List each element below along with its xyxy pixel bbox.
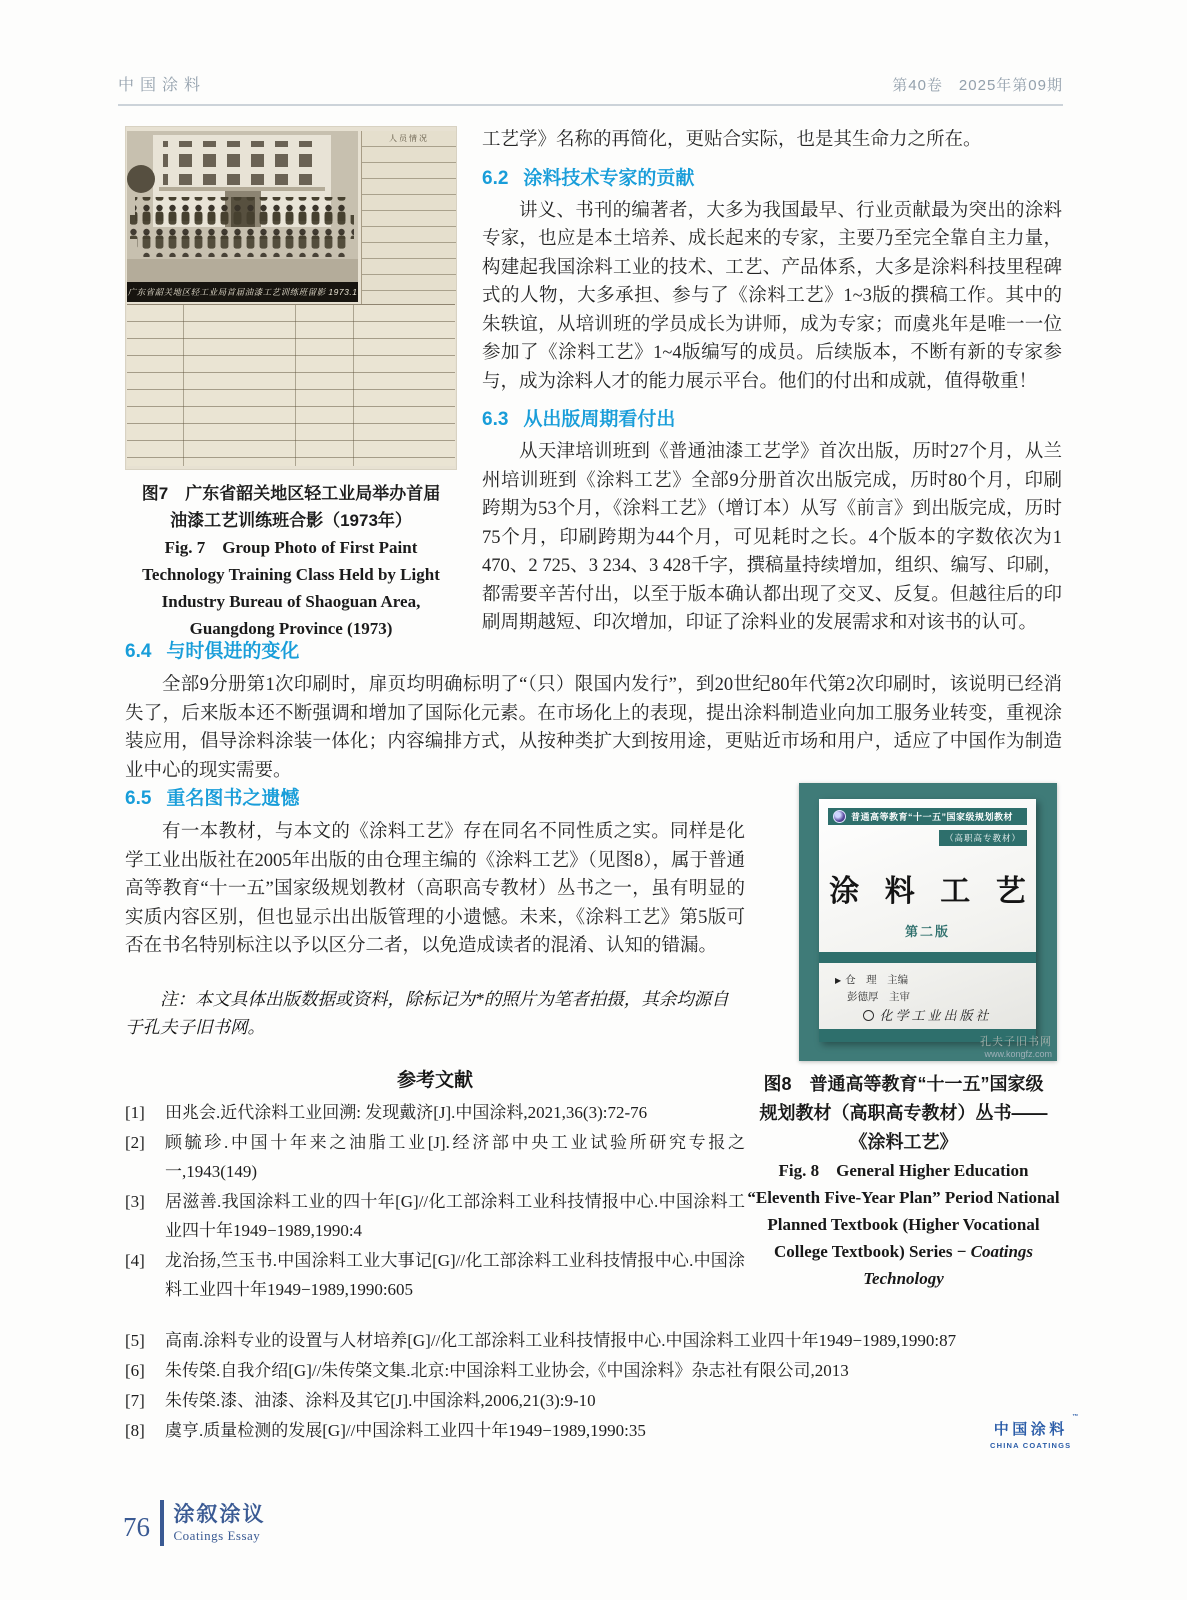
reference-item: [5] 高南.涂料专业的设置与人材培养[G]//化工部涂料工业科技情报中心.中国涂料工业四十年1949−1989,1990:87 <box>125 1331 957 1350</box>
publisher-logo-icon <box>863 1010 874 1021</box>
section-heading-6-3: 6.3 从出版周期看付出 <box>482 409 676 430</box>
figure7-caption-en: Fig. 7 Group Photo of First Paint Technology Training Class Held by Light Industry Bureau of Shaoguan Area, Guangdong Province (1973) <box>142 538 440 638</box>
section-6-4 <box>125 636 1062 785</box>
figure7-image <box>125 126 457 470</box>
book-sub-badge: （高职高专教材） <box>939 830 1027 846</box>
reference-item: [4] 龙治扬,竺玉书.中国涂料工业大事记[G]//化工部涂料工业科技情报中心.中国涂料工业四十年1949−1989,1990:605 <box>125 1250 745 1299</box>
references-heading: 参考文献 <box>396 1069 473 1091</box>
top-columns <box>125 126 1062 642</box>
book-title: 涂 料 工 艺 <box>829 875 1035 909</box>
page-footer <box>123 1500 266 1546</box>
figure8-image <box>799 783 1057 1061</box>
section-body-6-3: 从天津培训班到《普通油漆工艺学》首次出版，历时27个月，从兰州培训班到《涂料工艺》全部9分册首次出版完成，历时80个月，印刷跨期为53个月，《涂料工艺》（增订本）从写《前言》到出版完成，历时75个月，印刷跨期为44个月，可见耗时之长。4个版本的字数依次为1 470、2 725、3 234、3 428千字，撰稿量持续增加，组织、编写、印刷，都需要辛苦付出，以至于版本确认都出现了交叉、反复。但越往后的印刷周期越短、印次增加，印证了涂料业的发展需求和对该书的认可。 <box>482 442 1062 633</box>
reference-item: [6] 朱传棨.自我介绍[G]//朱传棨文集.北京:中国涂料工业协会,《中国涂料》杂志社有限公司,2013 <box>125 1361 849 1380</box>
figure8-caption-en: Fig. 8 General Higher Education “Eleventh Five-Year Plan” Period National Planned Textbook (Higher Vocational College Textbook) Series − Coatings Technology <box>747 1161 1060 1288</box>
section-body-6-4: 全部9分册第1次印刷时，扉页均明确标明了“（只）限国内发行”，到20世纪80年代第2次印刷时，该说明已经消失了，后来版本还不断强调和增加了国际化元素。在市场化上的表现，提出涂料制造业向加工服务业转变，重视涂装应用，倡导涂料涂装一体化；内容编排方式，从按种类扩大到按用途，更贴近市场和用户，适应了中国作为制造业中心的现实需要。 <box>125 675 1062 781</box>
middle-columns <box>125 783 1062 1305</box>
references-list-left <box>125 1098 745 1304</box>
figure7-block <box>125 126 457 642</box>
paragraph-continuation: 工艺学》名称的再简化，更贴合实际，也是其生命力之所在。 <box>482 130 982 150</box>
book-teal-band <box>819 952 1036 963</box>
china-coatings-logo: 中国涂料 ™ CHINA COATINGS <box>990 1414 1079 1450</box>
book-publisher: 化学工业出版社 <box>819 1005 1036 1024</box>
section-heading-6-2: 6.2 涂料技术专家的贡献 <box>482 167 695 189</box>
series-logo-icon <box>833 810 846 823</box>
figure7-roster-table <box>127 304 455 466</box>
reference-item: [2] 顾毓珍.中国十年来之油脂工业[J].经济部中央工业试验所研究专报之一,1943(149) <box>125 1132 745 1181</box>
section-body-6-2: 讲义、书刊的编著者，大多为我国最早、行业贡献最为突出的涂料专家，也应是本土培养、成长起来的专家，主要乃至完全靠自主力量，构建起我国涂料工业的技术、工艺、产品体系，大多是涂料科技里程碑式的人物，大多承担、参与了《涂料工艺》1~3版的撰稿工作。其中的朱轶谊，从培训班的学员成长为讲师，成为专家；而虞兆年是唯一一位参加了《涂料工艺》1~4版编写的成员。后续版本，不断有新的专家参与，成为涂料人才的能力展示平台。他们的付出和成就，值得敬重！ <box>482 200 1062 392</box>
journal-issue: 第40卷 2025年第09期 <box>892 77 1063 94</box>
reference-item: [1] 田兆会.近代涂料工业回溯: 发现戴济[J].中国涂料,2021,36(3):72-76 <box>125 1102 648 1122</box>
figure7-photo <box>127 131 358 282</box>
column-title: 涂叙涂议 Coatings Essay <box>173 1502 266 1543</box>
reference-item: [7] 朱传棨.漆、油漆、涂料及其它[J].中国涂料,2006,21(3):9-10 <box>125 1391 596 1410</box>
middle-left-column <box>125 783 745 1305</box>
reference-item: [3] 居滋善.我国涂料工业的四十年[G]//化工部涂料工业科技情报中心.中国涂料工业四十年1949−1989,1990:4 <box>125 1191 745 1240</box>
book-cover <box>819 799 1036 1042</box>
page-header <box>118 72 1063 106</box>
figure7-roster-header: 人员情况 <box>389 134 429 143</box>
author-note: 注：本文具体出版数据或资料，除标记为*的照片为笔者拍摄，其余均源自于孔夫子旧书网。 <box>125 988 729 1037</box>
footer-divider <box>160 1500 164 1546</box>
section-body-6-5: 有一本教材，与本文的《涂料工艺》存在同名不同性质之实。同样是化学工业出版社在2005年出版的由仓理主编的《涂料工艺》（见图8），属于普通高等教育“十一五”国家级规划教材（高职高专教材）丛书之一，虽有明显的实质内容区别，但也显示出出版管理的小遗憾。未来，《涂料工艺》第5版可否在书名特别标注以予以区分二者，以免造成读者的混淆、认知的错漏。 <box>125 822 745 956</box>
references-list-wide <box>125 1326 1062 1446</box>
book-editors: ▶ 仓 理 主编 彭德厚 主审 <box>835 974 910 1004</box>
reference-item: [8] 虞亨.质量检测的发展[G]//中国涂料工业四十年1949−1989,1990:35 <box>125 1421 646 1440</box>
figure7-caption-zh: 图7 广东省韶关地区轻工业局举办首届 油漆工艺训练班合影（1973年） <box>141 484 441 530</box>
figure8-block <box>745 783 1062 1305</box>
book-series-badge: 普通高等教育“十一五”国家级规划教材 <box>828 808 1027 825</box>
trademark-mark: ™ <box>1072 1414 1079 1420</box>
figure7-roster-panel <box>361 131 456 304</box>
section-heading-6-5: 6.5 重名图书之遗憾 <box>125 788 300 809</box>
page-number: 76 <box>123 1511 150 1542</box>
figure8-caption <box>745 1070 1062 1292</box>
triangle-icon: ▶ <box>835 976 842 986</box>
text-column <box>482 126 1062 642</box>
figure7-photo-caption-strip: 广东省韶关地区轻工业局首届油漆工艺训练班留影 1973.1 <box>127 282 358 302</box>
book-edition: 第二版 <box>904 924 950 940</box>
figure8-caption-zh: 图8 普通高等教育“十一五”国家级 规划教材（高职高专教材）丛书—— 《涂料工艺》 <box>759 1074 1048 1152</box>
journal-name: 中国涂料 <box>118 77 207 94</box>
section-heading-6-4: 6.4 与时俱进的变化 <box>125 641 300 662</box>
bookstore-watermark: 孔夫子旧书网 www.kongfz.com <box>980 1036 1052 1059</box>
figure8-caption-en-title: Coatings Technology <box>863 1242 1034 1288</box>
